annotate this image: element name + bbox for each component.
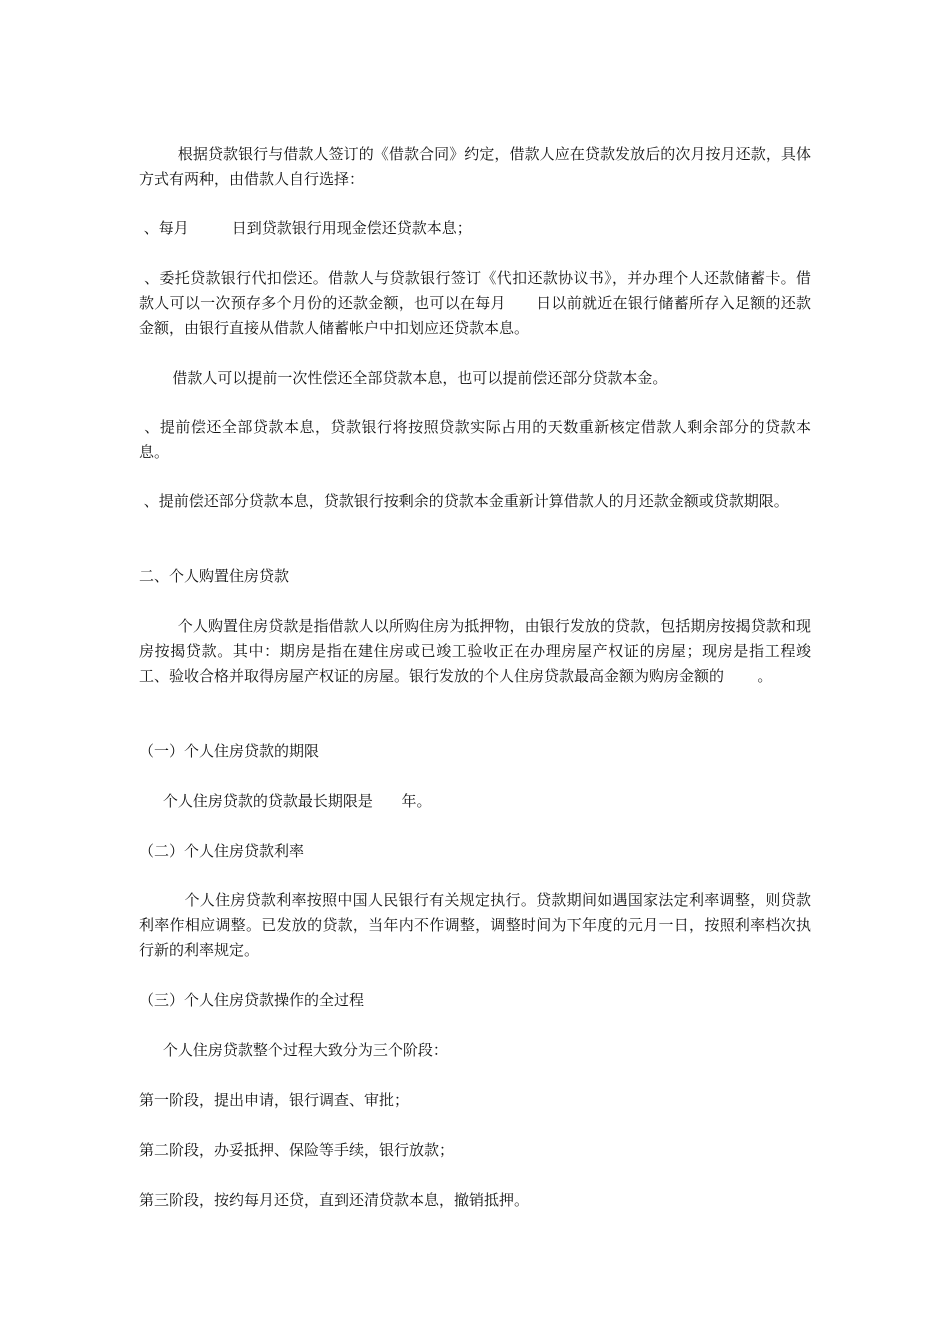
paragraph-bank-deduction: 、委托贷款银行代扣偿还。借款人与贷款银行签订《代扣还款协议书》，并办理个人还款储蓄卡。借款人可以一次预存多个月份的还款金额，也可以在每月 日以前就近在银行储蓄所存入足额的还款金额，由银行直接从借款人储蓄帐户中扣划应还贷款本息。 bbox=[139, 269, 811, 337]
subheading-loan-process: （三）个人住房贷款操作的全过程 bbox=[139, 991, 365, 1009]
subheading-loan-rate: （二）个人住房贷款利率 bbox=[139, 842, 305, 860]
paragraph-loan-rate: 个人住房贷款利率按照中国人民银行有关规定执行。贷款期间如遇国家法定利率调整，则贷款利率作相应调整。已发放的贷款，当年内不作调整，调整时间为下年度的元月一日，按照利率档次执行新的利率规定。 bbox=[139, 891, 811, 959]
subheading-loan-term: （一）个人住房贷款的期限 bbox=[139, 742, 320, 760]
paragraph-partial-early-repayment: 、提前偿还部分贷款本息，贷款银行按剩余的贷款本金重新计算借款人的月还款金额或贷款期限。 bbox=[139, 492, 789, 510]
paragraph-housing-loan-definition: 个人购置住房贷款是指借款人以所购住房为抵押物，由银行发放的贷款，包括期房按揭贷款和现房按揭贷款。其中：期房是指在建住房或已竣工验收正在办理房屋产权证的房屋；现房是指工程竣工、验收合格并取得房屋产权证的房屋。银行发放的个人住房贷款最高金额为购房金额的 。 bbox=[139, 617, 811, 685]
paragraph-repayment-methods: 根据贷款银行与借款人签订的《借款合同》约定，借款人应在贷款发放后的次月按月还款，具体方式有两种，由借款人自行选择： bbox=[139, 145, 811, 188]
paragraph-stage-three: 第三阶段，按约每月还贷，直到还清贷款本息，撤销抵押。 bbox=[139, 1191, 530, 1209]
section-heading-housing-loan: 二、个人购置住房贷款 bbox=[139, 567, 290, 585]
paragraph-stage-one: 第一阶段，提出申请，银行调查、审批； bbox=[139, 1091, 410, 1109]
paragraph-cash-repayment: 、每月 日到贷款银行用现金偿还贷款本息； bbox=[139, 219, 472, 237]
paragraph-loan-stages: 个人住房贷款整个过程大致分为三个阶段： bbox=[139, 1041, 448, 1059]
paragraph-full-early-repayment: 、提前偿还全部贷款本息，贷款银行将按照贷款实际占用的天数重新核定借款人剩余部分的贷款本息。 bbox=[139, 418, 811, 461]
paragraph-loan-term: 个人住房贷款的贷款最长期限是 年。 bbox=[139, 792, 432, 810]
paragraph-stage-two: 第二阶段，办妥抵押、保险等手续，银行放款； bbox=[139, 1141, 455, 1159]
paragraph-early-repayment: 借款人可以提前一次性偿还全部贷款本息，也可以提前偿还部分贷款本金。 bbox=[139, 369, 668, 387]
